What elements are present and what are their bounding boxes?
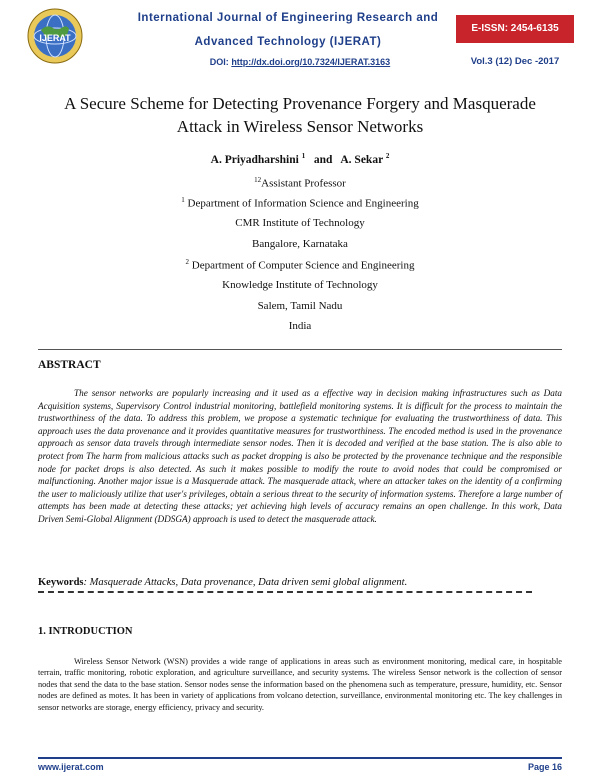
author-1: A. Priyadharshini [210, 153, 299, 166]
aff1-dept-text: Department of Information Science and Engineering [187, 197, 419, 210]
aff1-sup: 1 [181, 196, 185, 204]
affiliation-2-dept [0, 258, 600, 272]
volume-info: Vol.3 (12) Dec -2017 [470, 56, 560, 67]
journal-logo [27, 8, 83, 64]
author-1-sup: 1 [301, 152, 306, 160]
globe-logo-icon [27, 8, 83, 64]
author-role [0, 176, 600, 190]
affiliation-2-city: Salem, Tamil Nadu [257, 300, 343, 312]
role-text: Assistant Professor [261, 177, 346, 190]
author-2: A. Sekar [340, 153, 383, 166]
logo-text: IJERAT [39, 33, 71, 43]
aff2-sup: 2 [185, 258, 190, 266]
affiliation-1-city: Bangalore, Karnataka [252, 238, 348, 250]
doi-line [150, 57, 450, 67]
journal-name-line2: Advanced Technology (IJERAT) [194, 36, 382, 48]
aff2-dept-text: Department of Computer Science and Engineering [191, 259, 415, 272]
doi-label: DOI: [209, 57, 229, 67]
keywords-line [38, 577, 407, 588]
affiliation-2-institute: Knowledge Institute of Technology [222, 279, 378, 291]
journal-name-line1: International Journal of Engineering Research and [137, 12, 439, 24]
dashed-divider [38, 591, 532, 593]
affiliation-country: India [288, 320, 312, 332]
issn-badge: E-ISSN: 2454-6135 [456, 15, 574, 43]
keywords-label: Keywords [38, 577, 84, 588]
doi-link[interactable]: http://dx.doi.org/10.7324/IJERAT.3163 [231, 57, 391, 67]
section-divider [38, 349, 562, 350]
footer-page-number: Page 16 [527, 762, 562, 772]
author-2-sup: 2 [385, 152, 390, 160]
footer-rule [38, 757, 562, 759]
introduction-text: Wireless Sensor Network (WSN) provides a wide range of applications in areas such as environment monitoring, medical care, in hospitable terrain, traffic monitoring, robotic exploration, and agriculture surveillance, and security systems. The wireless Sensor network is the collection of sensor nodes that send the data to the base station. Sensor nodes sense the information based on the phenomena such as temperature, pressure, humidity, etc. Sensor nodes are defined as motes. It has been in variety of applications from volcano detection, surveillance, environmental monitoring etc. The key challenges in sensor networks are storage, energy efficiency, privacy and security. [38, 657, 562, 712]
keywords-text: : Masquerade Attacks, Data provenance, Data driven semi global alignment. [83, 577, 408, 588]
footer-website[interactable]: www.ijerat.com [38, 762, 104, 772]
abstract-heading: ABSTRACT [38, 359, 101, 371]
author-line [0, 152, 600, 166]
paper-title: A Secure Scheme for Detecting Provenance Forgery and Masquerade Attack in Wireless Sensor Networks [64, 94, 536, 136]
introduction-heading: 1. INTRODUCTION [38, 626, 133, 637]
affiliation-1-dept [0, 196, 600, 210]
abstract-text: The sensor networks are popularly increasing and it used as a effective way in decision making infrastructures such as Data Acquisition systems, Supervisory Control industrial monitoring, battlefield monitoring systems. It is difficult for the process to maintain the trustworthiness of the data. To address this problem, we propose a systematic technique for evaluating the trustworthiness of data. This approach uses the data provenance and it provides quantitative measures for trustworthiness. The encoded method is used in the provenance approach as sensor data travels through intermediate sensor nodes. Then it is decoded and verified at the base station. The is also able to protect from The harm from malicious attacks such as packet dropping is also be protected by the provenance technique and the responsible node for packet drops is also detected. As such it makes possible to modify the route to avoid nodes that could be compromised or malfunctioning. Another major issue is a Masquerade attack. The masquerade attack, where an attacker takes on the identity of a confirming the user to maliciously utilize that user's privileges, obtain a serious threat to the security of information systems. Therefore a large number of attempts has been made at detecting these attacks; yet achieving high levels of accuracy remains an open challenge. In this work, Data Driven Semi-Global Alignment (DDSGA) approach is used to detect the masquerade attack. [38, 388, 562, 524]
author-and: and [313, 153, 333, 166]
affiliation-1-institute: CMR Institute of Technology [235, 217, 365, 229]
role-sup: 12 [254, 176, 262, 184]
